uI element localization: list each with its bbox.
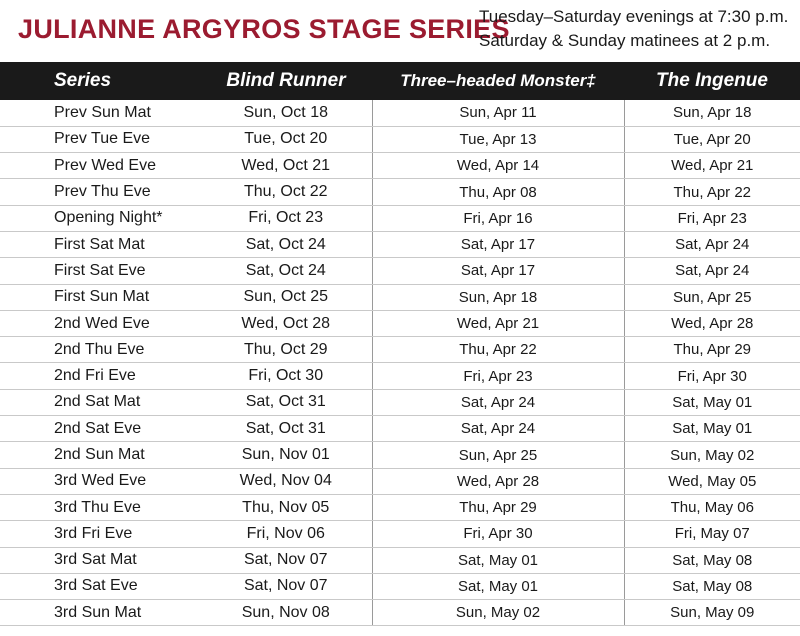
three-headed-monster-cell: Thu, Apr 29 [372,494,624,520]
table-row [0,468,800,494]
ingenue-cell: Fri, May 07 [624,521,800,547]
three-headed-monster-cell: Fri, Apr 30 [372,521,624,547]
three-headed-monster-cell: Wed, Apr 28 [372,468,624,494]
table-row [0,363,800,389]
three-headed-monster-cell: Sun, Apr 11 [372,100,624,126]
three-headed-monster-cell: Sat, Apr 24 [372,416,624,442]
series-cell: 2nd Sun Mat [0,442,200,468]
blind-runner-cell: Wed, Oct 28 [200,310,372,336]
series-cell: 3rd Sun Mat [0,600,200,626]
blind-runner-cell: Fri, Nov 06 [200,521,372,547]
three-headed-monster-cell: Thu, Apr 08 [372,179,624,205]
blind-runner-cell: Fri, Oct 23 [200,205,372,231]
table-row [0,310,800,336]
matinee-times: Saturday & Sunday matinees at 2 p.m. [479,31,771,50]
blind-runner-cell: Thu, Oct 22 [200,179,372,205]
ingenue-cell: Sat, May 08 [624,547,800,573]
page-title: JULIANNE ARGYROS STAGE SERIES [18,14,510,44]
three-headed-monster-cell: Wed, Apr 14 [372,153,624,179]
ingenue-cell: Wed, May 05 [624,468,800,494]
table-row [0,126,800,152]
three-headed-monster-cell: Sat, Apr 24 [372,389,624,415]
table-row [0,600,800,626]
series-cell: 3rd Sat Mat [0,547,200,573]
ingenue-cell: Sun, May 09 [624,600,800,626]
three-headed-monster-cell: Sun, Apr 18 [372,284,624,310]
series-cell: First Sat Eve [0,258,200,284]
blind-runner-cell: Sun, Nov 08 [200,600,372,626]
ingenue-cell: Wed, Apr 28 [624,310,800,336]
ingenue-cell: Thu, Apr 29 [624,337,800,363]
three-headed-monster-cell: Thu, Apr 22 [372,337,624,363]
performance-times [479,5,788,53]
series-cell: 2nd Fri Eve [0,363,200,389]
three-headed-monster-cell: Sat, Apr 17 [372,258,624,284]
table-row [0,442,800,468]
blind-runner-cell: Sat, Oct 31 [200,416,372,442]
blind-runner-cell: Sun, Oct 18 [200,100,372,126]
ingenue-cell: Sun, Apr 18 [624,100,800,126]
ingenue-cell: Sat, Apr 24 [624,258,800,284]
blind-runner-cell: Sat, Nov 07 [200,547,372,573]
series-cell: First Sat Mat [0,231,200,257]
ingenue-cell: Sat, May 08 [624,573,800,599]
series-cell: Prev Tue Eve [0,126,200,152]
series-cell: 2nd Sat Mat [0,389,200,415]
blind-runner-cell: Sun, Nov 01 [200,442,372,468]
column-header-three-headed-monster: Three–headed Monster‡ [400,71,596,90]
table-row [0,573,800,599]
three-headed-monster-cell: Fri, Apr 23 [372,363,624,389]
series-cell: 3rd Wed Eve [0,468,200,494]
series-cell: Prev Thu Eve [0,179,200,205]
ingenue-cell: Sat, May 01 [624,416,800,442]
table-row [0,337,800,363]
blind-runner-cell: Fri, Oct 30 [200,363,372,389]
three-headed-monster-cell: Sat, May 01 [372,573,624,599]
ingenue-cell: Fri, Apr 23 [624,205,800,231]
series-cell: 3rd Thu Eve [0,494,200,520]
blind-runner-cell: Sat, Oct 31 [200,389,372,415]
series-cell: 2nd Sat Eve [0,416,200,442]
table-row [0,100,800,126]
table-header-row [0,62,800,100]
ingenue-cell: Sat, Apr 24 [624,231,800,257]
series-cell: 3rd Fri Eve [0,521,200,547]
table-row [0,416,800,442]
ingenue-cell: Wed, Apr 21 [624,153,800,179]
three-headed-monster-cell: Fri, Apr 16 [372,205,624,231]
three-headed-monster-cell: Wed, Apr 21 [372,310,624,336]
table-row [0,494,800,520]
table-row [0,521,800,547]
three-headed-monster-cell: Sat, May 01 [372,547,624,573]
blind-runner-cell: Sun, Oct 25 [200,284,372,310]
ingenue-cell: Thu, May 06 [624,494,800,520]
series-cell: Prev Sun Mat [0,100,200,126]
series-cell: First Sun Mat [0,284,200,310]
blind-runner-cell: Wed, Nov 04 [200,468,372,494]
column-header-the-ingenue: The Ingenue [656,70,768,91]
table-row [0,153,800,179]
series-cell: 2nd Wed Eve [0,310,200,336]
series-cell: Prev Wed Eve [0,153,200,179]
series-cell: Opening Night* [0,205,200,231]
blind-runner-cell: Thu, Oct 29 [200,337,372,363]
three-headed-monster-cell: Sun, May 02 [372,600,624,626]
table-row [0,179,800,205]
three-headed-monster-cell: Tue, Apr 13 [372,126,624,152]
column-header-series: Series [54,70,112,91]
ingenue-cell: Sun, May 02 [624,442,800,468]
table-row [0,284,800,310]
three-headed-monster-cell: Sat, Apr 17 [372,231,624,257]
table-row [0,231,800,257]
schedule-table [0,62,800,626]
blind-runner-cell: Thu, Nov 05 [200,494,372,520]
table-body [0,100,800,626]
series-cell: 2nd Thu Eve [0,337,200,363]
ingenue-cell: Sat, May 01 [624,389,800,415]
series-cell: 3rd Sat Eve [0,573,200,599]
ingenue-cell: Sun, Apr 25 [624,284,800,310]
ingenue-cell: Thu, Apr 22 [624,179,800,205]
ingenue-cell: Fri, Apr 30 [624,363,800,389]
blind-runner-cell: Sat, Nov 07 [200,573,372,599]
blind-runner-cell: Sat, Oct 24 [200,258,372,284]
page-header [0,0,800,62]
table-row [0,389,800,415]
three-headed-monster-cell: Sun, Apr 25 [372,442,624,468]
blind-runner-cell: Sat, Oct 24 [200,231,372,257]
blind-runner-cell: Wed, Oct 21 [200,153,372,179]
ingenue-cell: Tue, Apr 20 [624,126,800,152]
blind-runner-cell: Tue, Oct 20 [200,126,372,152]
evening-times: Tuesday–Saturday evenings at 7:30 p.m. [479,7,789,26]
table-row [0,205,800,231]
table-row [0,547,800,573]
column-header-blind-runner: Blind Runner [226,70,346,91]
table-row [0,258,800,284]
